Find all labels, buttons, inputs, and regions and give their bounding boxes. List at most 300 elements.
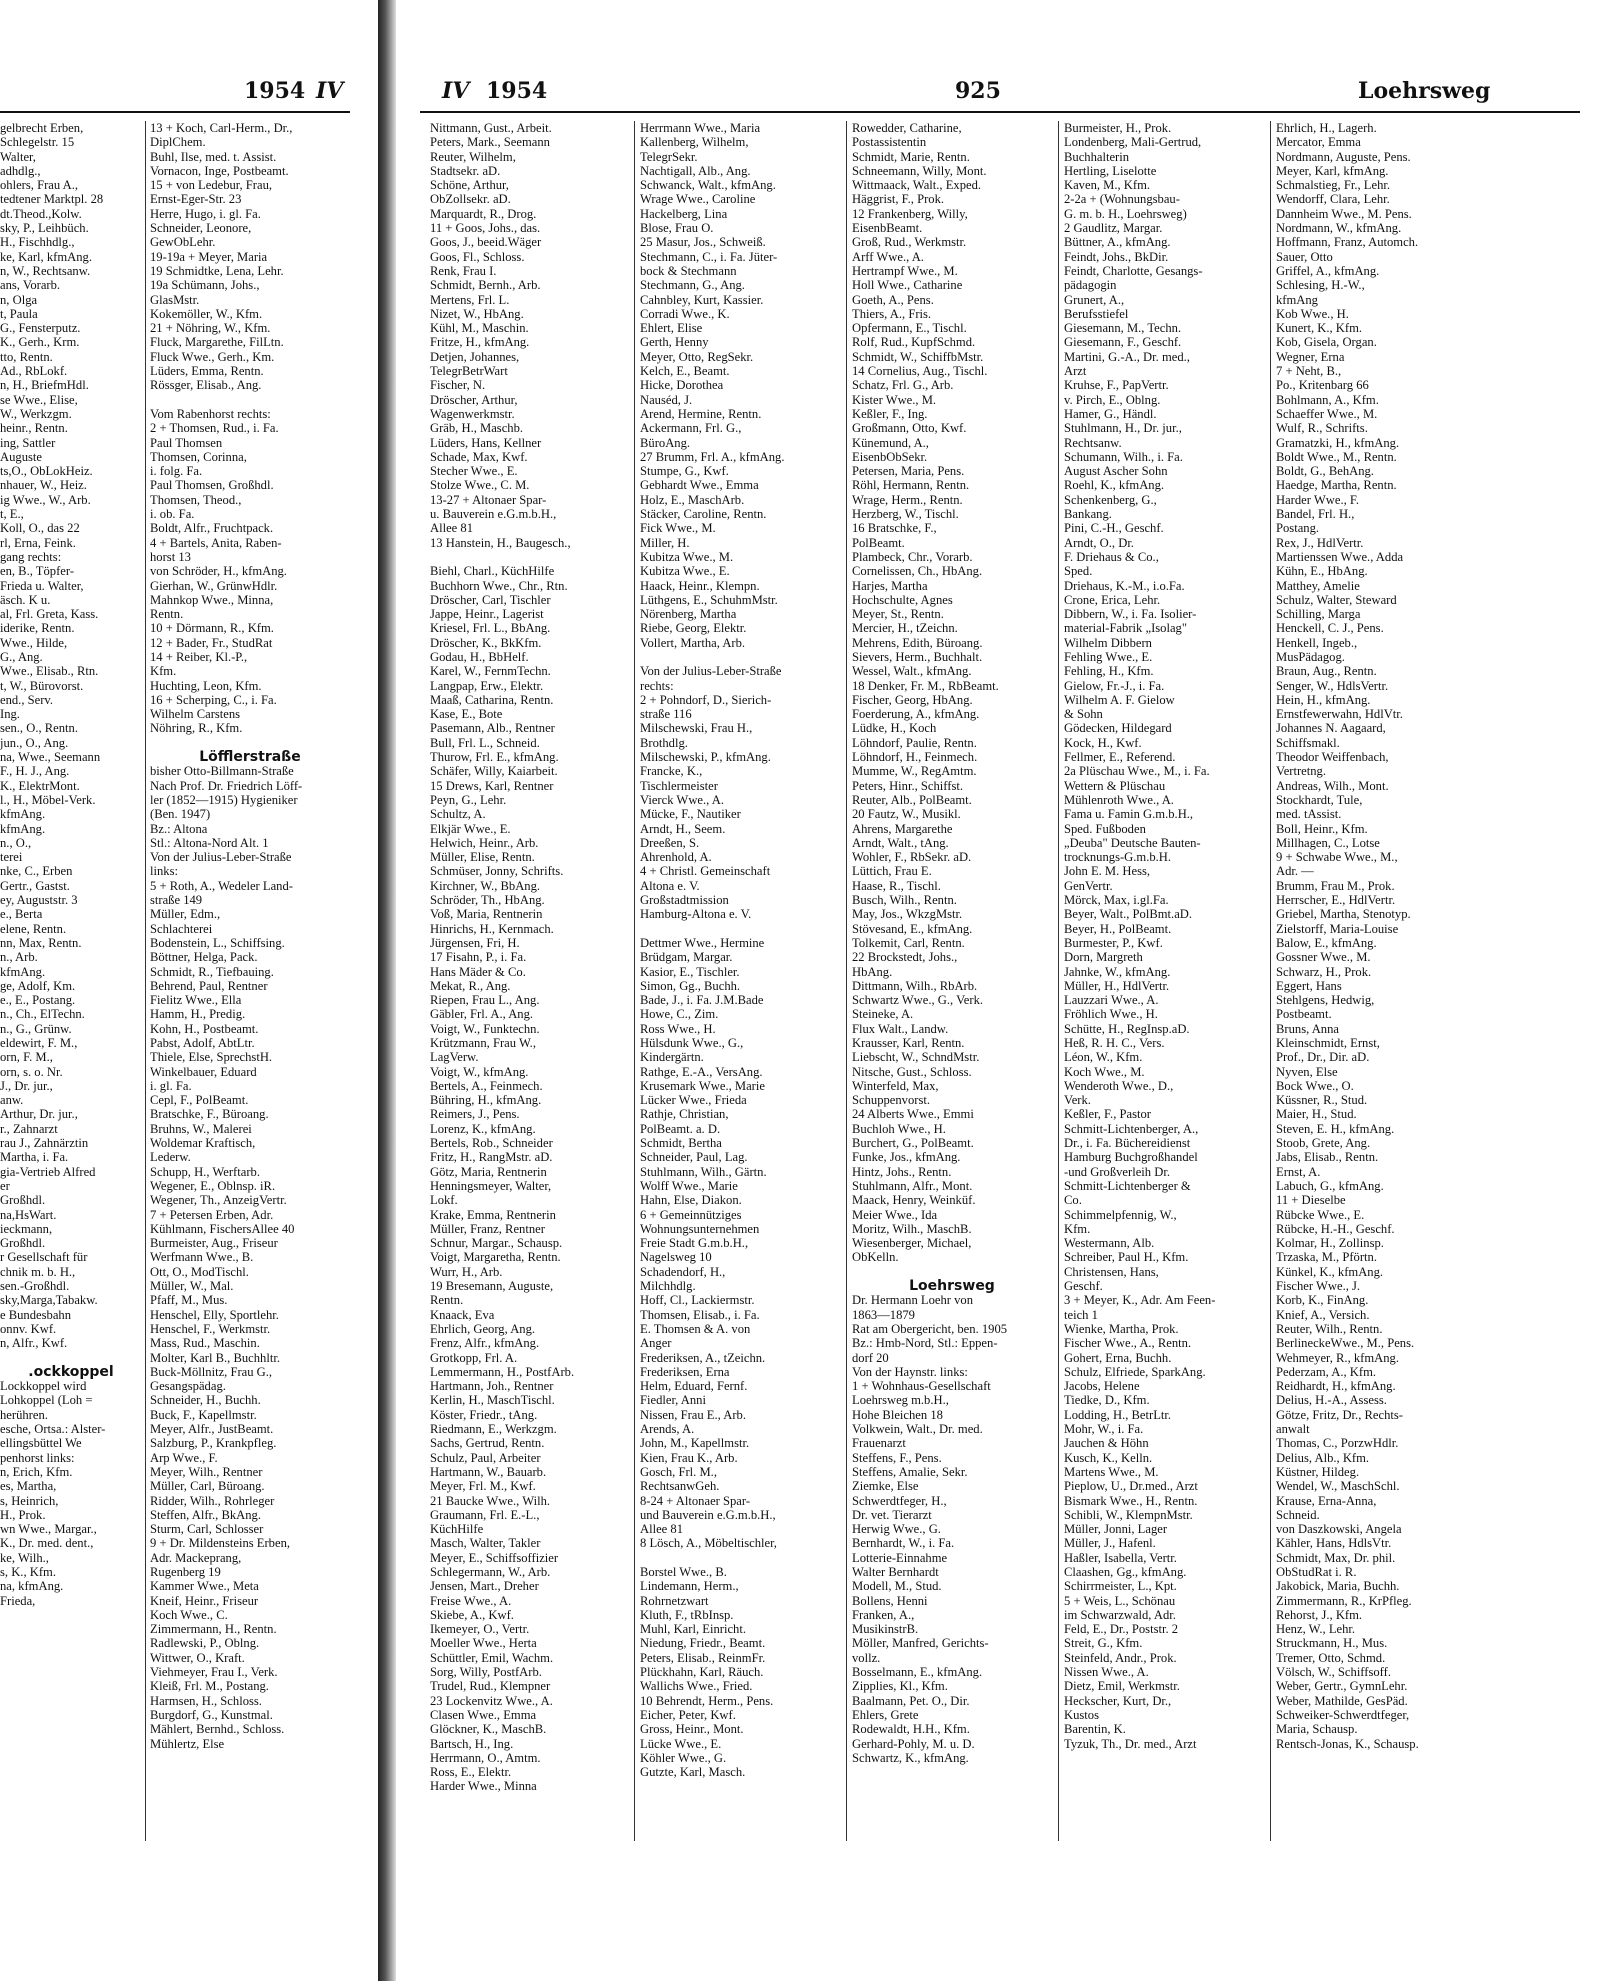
directory-entry: G. m. b. H., Loehrsweg) — [1064, 206, 1187, 221]
directory-entry: Pederzam, A., Kfm. — [1276, 1364, 1377, 1379]
column-divider — [1058, 121, 1059, 1841]
directory-entry: kfmAng. — [0, 807, 46, 822]
directory-entry: Zipplies, Kl., Kfm. — [852, 1679, 948, 1694]
directory-entry: Schmidt, Max, Dr. phil. — [1276, 1550, 1396, 1565]
directory-entry: Kelch, E., Beamt. — [640, 364, 730, 379]
directory-entry: Geschf. — [1064, 1279, 1103, 1294]
directory-entry: Goos, J., beeid.Wäger — [430, 235, 542, 250]
directory-entry: Jacobs, Helene — [1064, 1379, 1140, 1394]
directory-entry: Goeth, A., Pens. — [852, 292, 934, 307]
directory-entry: adhdlg., — [0, 163, 41, 178]
directory-entry: Borstel Wwe., B. — [640, 1564, 727, 1579]
directory-entry: Harder Wwe., F. — [1276, 492, 1360, 507]
directory-entry: 23 Lockenvitz Wwe., A. — [430, 1693, 553, 1708]
directory-entry: Kustos — [1064, 1707, 1099, 1722]
directory-entry: Pfaff, M., Mus. — [150, 1293, 228, 1308]
directory-entry: Steffens, F., Pens. — [852, 1450, 942, 1465]
directory-entry: Pieplow, U., Dr.med., Arzt — [1064, 1479, 1198, 1494]
directory-entry: Keßler, F., Ing. — [852, 406, 928, 421]
directory-entry: pädagogin — [1064, 278, 1117, 293]
directory-entry: 4 + Christl. Gemeinschaft — [640, 864, 771, 879]
directory-entry: Ahrens, Margarethe — [852, 821, 953, 836]
directory-entry: Schneemann, Willy, Mont. — [852, 163, 987, 178]
directory-entry: K., Dr. med. dent., — [0, 1536, 94, 1551]
directory-entry: 13-27 + Altonaer Spar- — [430, 492, 547, 507]
directory-entry: Rathje, Christian, — [640, 1107, 729, 1122]
directory-entry: Küssner, R., Stud. — [1276, 1093, 1368, 1108]
directory-entry: Matthey, Amelie — [1276, 578, 1360, 593]
directory-entry: John, M., Kapellmstr. — [640, 1436, 750, 1451]
directory-entry: Postassistentin — [852, 135, 927, 150]
directory-entry: Ackermann, Frl. G., — [640, 421, 742, 436]
directory-entry: Graumann, Frl. E.-L., — [430, 1507, 540, 1522]
directory-entry: Gossner Wwe., M. — [1276, 950, 1371, 965]
directory-entry: Bz.: Altona — [150, 821, 208, 836]
directory-entry: Wittwer, O., Kraft. — [150, 1650, 245, 1665]
directory-entry: Bruhns, W., Malerei — [150, 1121, 252, 1136]
directory-entry: Haack, Heinr., Klempn. — [640, 578, 760, 593]
directory-entry: Walter, — [0, 149, 36, 164]
directory-entry: Müller, Elise, Rentn. — [430, 850, 535, 865]
directory-entry: Ridder, Wilh., Rohrleger — [150, 1493, 275, 1508]
directory-entry: EisenbBeamt. — [852, 221, 923, 236]
directory-entry: Henkell, Ingeb., — [1276, 635, 1358, 650]
directory-entry: Frauenarzt — [852, 1436, 906, 1451]
directory-entry: u. Bauverein e.G.m.b.H., — [430, 507, 557, 522]
directory-entry: Ernst, A. — [1276, 1164, 1321, 1179]
directory-entry: Kock, H., Kwf. — [1064, 735, 1142, 750]
directory-entry: Frederiksen, Erna — [640, 1364, 730, 1379]
directory-entry: 20 Fautz, W., Musikl. — [852, 807, 961, 822]
directory-entry: Werfmann Wwe., B. — [150, 1250, 254, 1265]
directory-entry: Sauer, Otto — [1276, 249, 1333, 264]
directory-entry: Thurow, Frl. E., kfmAng. — [430, 750, 559, 765]
directory-entry: i. gl. Fa. — [150, 1078, 192, 1093]
directory-entry: Burchert, G., PolBeamt. — [852, 1136, 974, 1151]
directory-entry: Mörck, Max, i.gl.Fa. — [1064, 893, 1169, 908]
directory-entry: 14 Cornelius, Aug., Tischl. — [852, 364, 988, 379]
directory-entry: Voigt, W., kfmAng. — [430, 1064, 529, 1079]
directory-entry: Frenz, Alfr., kfmAng. — [430, 1336, 540, 1351]
directory-entry: orn, F. M., — [0, 1050, 53, 1065]
directory-entry: nn, Max, Rentn. — [0, 935, 82, 950]
directory-entry: Franken, A., — [852, 1607, 915, 1622]
directory-entry: Wulf, R., Schrifts. — [1276, 421, 1368, 436]
directory-entry: Müller, H., HdlVertr. — [1064, 978, 1170, 993]
directory-entry: anwalt — [1276, 1422, 1310, 1437]
directory-entry: Nyven, Else — [1276, 1064, 1338, 1079]
directory-entry: Giesemann, F., Geschf. — [1064, 335, 1182, 350]
directory-entry: Lorenz, K., kfmAng. — [430, 1121, 536, 1136]
directory-entry: ing, Sattler — [0, 435, 56, 450]
directory-entry: KüchHilfe — [430, 1522, 484, 1537]
directory-entry: Co. — [1064, 1193, 1082, 1208]
directory-entry: John E. M. Hess, — [1064, 864, 1151, 879]
directory-entry: Nöhring, R., Kfm. — [150, 721, 243, 736]
directory-entry — [0, 1351, 142, 1365]
directory-entry: Wessel, Walt., kfmAng. — [852, 664, 972, 679]
directory-entry: Kleiß, Frl. M., Postang. — [150, 1679, 269, 1694]
directory-entry: Kob, Gisela, Organ. — [1276, 335, 1377, 350]
directory-entry: Paul Thomsen, Großhdl. — [150, 478, 274, 493]
directory-entry: bisher Otto-Billmann-Straße — [150, 764, 294, 779]
directory-entry: Clasen Wwe., Emma — [430, 1707, 537, 1722]
directory-entry: Godau, H., BbHelf. — [430, 649, 529, 664]
directory-entry: Meyer, E., Schiffsoffizier — [430, 1550, 559, 1565]
directory-entry: tedtener Marktpl. 28 — [0, 192, 104, 207]
directory-entry: Müller, W., Mal. — [150, 1279, 234, 1294]
directory-entry: H., Prok. — [0, 1507, 46, 1522]
directory-entry: Böttner, Helga, Pack. — [150, 950, 258, 965]
directory-entry: 16 + Scherping, C., i. Fa. — [150, 692, 277, 707]
directory-entry: Huchting, Leon, Kfm. — [150, 678, 262, 693]
directory-entry: ke, Karl, kfmAng. — [0, 249, 92, 264]
directory-entry: Mehrens, Edith, Büroang. — [852, 635, 983, 650]
directory-entry: Reuter, Wilhelm, — [430, 149, 516, 164]
directory-entry: MusPädagog. — [1276, 649, 1345, 664]
directory-entry: Dröscher, Carl, Tischler — [430, 592, 551, 607]
directory-entry: en, B., Töpfer- — [0, 564, 75, 579]
directory-entry: Lüthgens, E., SchuhmMstr. — [640, 592, 778, 607]
directory-entry: iderike, Rentn. — [0, 621, 75, 636]
directory-entry: Marquardt, R., Drog. — [430, 206, 537, 221]
directory-entry: Arp Wwe., F. — [150, 1450, 218, 1465]
directory-entry: Nach Prof. Dr. Friedrich Löff- — [150, 778, 303, 793]
directory-entry: 12 Frankenberg, Willy, — [852, 206, 968, 221]
directory-entry: Tyzuk, Th., Dr. med., Arzt — [1064, 1736, 1197, 1751]
directory-entry: Großstadtmission — [640, 893, 729, 908]
directory-entry: Maria, Schausp. — [1276, 1722, 1358, 1737]
directory-entry: Rugenberg 19 — [150, 1564, 221, 1579]
directory-entry: Rentn. — [150, 607, 184, 622]
directory-entry — [852, 1265, 1052, 1279]
directory-entry: Thomsen, Corinna, — [150, 449, 247, 464]
directory-entry: Kusch, K., Kelln. — [1064, 1450, 1153, 1465]
directory-entry: Burmeister, Aug., Friseur — [150, 1236, 278, 1251]
directory-entry: wn Wwe., Margar., — [0, 1522, 97, 1537]
directory-entry: Peyn, G., Lehr. — [430, 792, 507, 807]
street-heading: .ockkoppel — [28, 1363, 114, 1380]
directory-entry: Meier Wwe., Ida — [852, 1207, 938, 1222]
directory-entry: Wwe., Elisab., Rtn. — [0, 664, 99, 679]
directory-entry: gia-Vertrieb Alfred — [0, 1164, 96, 1179]
directory-entry: Schimmelpfennig, W., — [1064, 1207, 1177, 1222]
directory-entry: Tiedke, D., Kfm. — [1064, 1393, 1150, 1408]
directory-entry: s, Heinrich, — [0, 1493, 59, 1508]
directory-entry: vollz. — [852, 1650, 881, 1665]
column-divider — [145, 121, 146, 1841]
directory-entry: Hans Mäder & Co. — [430, 964, 526, 979]
right-page-year: 1954 — [486, 78, 548, 104]
directory-entry: Modell, M., Stud. — [852, 1579, 942, 1594]
directory-entry: Schmüser, Jonny, Schrifts. — [430, 864, 564, 879]
directory-entry: r., Zahnarzt — [0, 1121, 58, 1136]
directory-entry: Schirrmeister, L., Kpt. — [1064, 1579, 1177, 1594]
directory-entry: Kleinschmidt, Ernst, — [1276, 1036, 1380, 1050]
directory-entry: 25 Masur, Jos., Schweiß. — [640, 235, 766, 250]
directory-entry: Müller, Franz, Rentner — [430, 1221, 545, 1236]
directory-entry: med. tAssist. — [1276, 807, 1342, 822]
directory-entry: material-Fabrik „Isolag" — [1064, 621, 1187, 636]
directory-entry: Schulz, Paul, Arbeiter — [430, 1450, 541, 1465]
directory-entry: J., Dr. jur., — [0, 1078, 53, 1093]
directory-entry: Driehaus, K.-M., i.o.Fa. — [1064, 578, 1185, 593]
directory-entry: Bismark Wwe., H., Rentn. — [1064, 1493, 1198, 1508]
directory-entry: Reimers, J., Pens. — [430, 1107, 520, 1122]
directory-entry: Behrend, Paul, Rentner — [150, 978, 268, 993]
directory-entry: im Schwarzwald, Adr. — [1064, 1607, 1176, 1622]
directory-entry: Voigt, W., Funktechn. — [430, 1021, 540, 1036]
directory-entry: Andreas, Wilh., Mont. — [1276, 778, 1389, 793]
directory-entry: Pini, C.-H., Geschf. — [1064, 521, 1164, 536]
directory-entry: Kob Wwe., H. — [1276, 306, 1349, 321]
directory-entry: Bertels, A., Feinmech. — [430, 1078, 543, 1093]
directory-entry: Balow, E., kfmAng. — [1276, 935, 1377, 950]
directory-entry: Schwarz, H., Prok. — [1276, 964, 1372, 979]
directory-entry: Jabs, Elisab., Rentn. — [1276, 1150, 1379, 1165]
directory-entry: Stl.: Altona-Nord Alt. 1 — [150, 835, 269, 850]
directory-entry: Karel, W., FernmTechn. — [430, 664, 551, 679]
directory-entry: TelegrSekr. — [640, 149, 698, 164]
directory-entry: Meyer, Frl. M., Kwf. — [430, 1479, 536, 1494]
directory-entry: Arthur, Dr. jur., — [0, 1107, 78, 1122]
directory-entry: Völsch, W., Schiffsoff. — [1276, 1665, 1391, 1680]
directory-entry: chnik m. b. H., — [0, 1264, 76, 1279]
directory-entry: i. folg. Fa. — [150, 464, 203, 479]
directory-entry: 8 Lösch, A., Möbeltischler, — [640, 1536, 777, 1551]
directory-entry: Streit, G., Kfm. — [1064, 1636, 1143, 1651]
directory-entry: 15 Drews, Karl, Rentner — [430, 778, 554, 793]
directory-entry: Herwig Wwe., G. — [852, 1522, 941, 1537]
directory-entry: Burmester, P., Kwf. — [1064, 935, 1163, 950]
directory-entry: Künkel, K., kfmAng. — [1276, 1264, 1384, 1279]
directory-entry: Altona e. V. — [640, 878, 700, 893]
directory-entry: Thiers, A., Fris. — [852, 306, 932, 321]
directory-entry: esche, Ortsa.: Alster- — [0, 1422, 106, 1437]
directory-entry: sen., O., Rentn. — [0, 721, 79, 736]
directory-entry: Vierck Wwe., A. — [640, 792, 724, 807]
directory-entry: 1863—1879 — [852, 1307, 915, 1322]
directory-entry: Trzaska, M., Pförtn. — [1276, 1250, 1377, 1265]
directory-entry: Gertr., Gastst. — [0, 878, 70, 893]
directory-entry: Masch, Walter, Takler — [430, 1536, 541, 1551]
directory-entry: Bohlmann, A., Kfm. — [1276, 392, 1379, 407]
header-rule — [0, 111, 350, 113]
directory-entry: Frederiksen, A., tZeichn. — [640, 1350, 766, 1365]
directory-entry: H., Fischhdlg., — [0, 235, 75, 250]
directory-entry: Möller, Manfred, Gerichts- — [852, 1636, 989, 1651]
book-gutter — [378, 0, 396, 1981]
directory-entry: Tolkemit, Carl, Rentn. — [852, 935, 965, 950]
directory-entry: Moeller Wwe., Herta — [430, 1636, 537, 1651]
directory-entry: von Daszkowski, Angela — [1276, 1522, 1402, 1537]
directory-entry: Gramatzki, H., kfmAng. — [1276, 435, 1400, 450]
directory-entry: Winkelbauer, Eduard — [150, 1064, 257, 1079]
directory-entry: Koch Wwe., C. — [150, 1607, 228, 1622]
directory-entry: Hoff, Cl., Lackiermstr. — [640, 1293, 755, 1308]
directory-entry: e Bundesbahn — [0, 1307, 71, 1322]
directory-entry: Auguste — [0, 449, 42, 464]
directory-entry: 11 + Goos, Johs., das. — [430, 221, 541, 236]
directory-entry: Kubitza Wwe., M. — [640, 549, 734, 564]
directory-entry: Schuppenvorst. — [852, 1093, 931, 1108]
left-column-1 — [0, 121, 142, 1608]
directory-entry: 19a Schümann, Johs., — [150, 278, 260, 293]
directory-entry: 12 + Bader, Fr., StudRat — [150, 635, 273, 650]
directory-entry: Herrmann Wwe., Maria — [640, 121, 761, 135]
directory-entry: Maaß, Catharina, Rentn. — [430, 692, 554, 707]
directory-entry: gelbrecht Erben, — [0, 121, 84, 135]
directory-entry: Foerderung, A., kfmAng. — [852, 707, 980, 722]
directory-entry: Schmitt-Lichtenberger & — [1064, 1178, 1191, 1193]
directory-entry: Wettern & Plüschau — [1064, 778, 1166, 793]
directory-entry: Fluck, Margarethe, FilLtn. — [150, 335, 284, 350]
directory-entry: Schiffsmakl. — [1276, 735, 1340, 750]
directory-entry: Schenkenberg, G., — [1064, 492, 1157, 507]
directory-entry: r Gesellschaft für — [0, 1250, 88, 1265]
directory-entry: nke, C., Erben — [0, 864, 73, 879]
directory-entry: Maier, H., Stud. — [1276, 1107, 1357, 1122]
directory-entry: Kfm. — [1064, 1221, 1091, 1236]
directory-entry: Groß, Rud., Werkmstr. — [852, 235, 967, 250]
directory-entry: Gosch, Frl. M., — [640, 1464, 717, 1479]
directory-entry: Rentsch-Jonas, K., Schausp. — [1276, 1736, 1419, 1751]
directory-entry: Müller, Carl, Büroang. — [150, 1479, 265, 1494]
directory-entry: Johannes N. Aagaard, — [1276, 721, 1386, 736]
directory-entry: LagVerw. — [430, 1050, 479, 1065]
directory-entry: Mühlertz, Else — [150, 1736, 225, 1751]
right-page — [400, 0, 1600, 1981]
directory-entry: Herre, Hugo, i. gl. Fa. — [150, 206, 261, 221]
directory-entry: Knaack, Eva — [430, 1307, 495, 1322]
directory-entry: Allee 81 — [430, 521, 474, 536]
directory-entry: Ing. — [0, 707, 20, 722]
directory-entry: Schwerdtfeger, H., — [852, 1493, 947, 1508]
directory-entry: Woldemar Kraftisch, — [150, 1136, 256, 1151]
directory-entry: Bock Wwe., O. — [1276, 1078, 1354, 1093]
directory-entry: Schreiber, Paul H., Kfm. — [1064, 1250, 1189, 1265]
directory-entry: Fritze, H., kfmAng. — [430, 335, 530, 350]
directory-entry: Riebe, Georg, Elektr. — [640, 621, 747, 636]
directory-entry: Arndt, O., Dr. — [1064, 535, 1134, 550]
directory-entry: Frieda u. Walter, — [0, 578, 84, 593]
directory-entry: Weber, Gertr., GymnLehr. — [1276, 1679, 1408, 1694]
directory-entry: Kindergärtn. — [640, 1050, 704, 1065]
directory-entry: Dr., i. Fa. Büchereidienst — [1064, 1136, 1191, 1151]
directory-entry: Hartmann, W., Bauarb. — [430, 1464, 547, 1479]
directory-entry: Lücker Wwe., Frieda — [640, 1093, 747, 1108]
directory-entry: Nissen, Frau E., Arb. — [640, 1407, 746, 1422]
directory-entry: Burgdorf, G., Kunstmal. — [150, 1707, 273, 1722]
directory-entry: Buck-Möllnitz, Frau G., — [150, 1364, 273, 1379]
right-column-2 — [640, 121, 840, 1779]
directory-entry: Wilhelm A. F. Gielow — [1064, 692, 1175, 707]
directory-entry: Milschewski, P., kfmAng. — [640, 750, 771, 765]
directory-entry: Helwich, Heinr., Arb. — [430, 835, 539, 850]
directory-entry: Bade, J., i. Fa. J.M.Bade — [640, 993, 764, 1008]
directory-entry: Schmidt, Marie, Rentn. — [852, 149, 970, 164]
directory-entry: Kriesel, Frl. L., BbAng. — [430, 621, 551, 636]
directory-entry: Ahrenhold, A. — [640, 850, 712, 865]
directory-entry: Milschewski, Frau H., — [640, 721, 753, 736]
directory-entry: Steven, E. H., kfmAng. — [1276, 1121, 1395, 1136]
directory-entry: Sped. — [1064, 564, 1093, 579]
directory-entry: Heß, R. H. C., Vers. — [1064, 1036, 1165, 1050]
directory-entry: K., ElektrMont. — [0, 778, 80, 793]
directory-entry: ellingsbüttel We — [0, 1436, 82, 1451]
directory-entry: Dreeßen, S. — [640, 835, 700, 850]
directory-entry: ObStudRat i. R. — [1276, 1564, 1357, 1579]
directory-entry: 13 Hanstein, H., Baugesch., — [430, 535, 571, 550]
directory-entry: 1 + Wohnhaus-Gesellschaft — [852, 1379, 991, 1394]
directory-entry: 7 + Petersen Erben, Adr. — [150, 1207, 274, 1222]
directory-entry: 4 + Bartels, Anita, Raben- — [150, 535, 282, 550]
directory-entry: Schneider, H., Buchh. — [150, 1393, 261, 1408]
directory-entry: Lodding, H., BetrLtr. — [1064, 1407, 1172, 1422]
directory-entry: Hackelberg, Lina — [640, 206, 728, 221]
directory-entry: Fischer Wwe., J. — [1276, 1279, 1361, 1294]
directory-entry: RechtsanwGeh. — [640, 1479, 720, 1494]
directory-entry: n., O., — [0, 835, 32, 850]
directory-entry: Flux Walt., Landw. — [852, 1021, 949, 1036]
column-divider — [846, 121, 847, 1841]
left-page-year: 1954 — [244, 78, 306, 104]
directory-entry: sky,Marga,Tabakw. — [0, 1293, 98, 1308]
directory-entry: Schnur, Margar., Schausp. — [430, 1236, 563, 1251]
directory-entry: Schade, Max, Kwf. — [430, 449, 528, 464]
directory-entry: Anger — [640, 1336, 672, 1351]
directory-entry: Großmann, Otto, Kwf. — [852, 421, 967, 436]
left-page — [0, 0, 380, 1981]
directory-entry: Rolf, Rud., KupfSchmd. — [852, 335, 976, 350]
directory-entry: Stecher Wwe., E. — [430, 464, 518, 479]
directory-entry: Wrage Wwe., Caroline — [640, 192, 756, 207]
directory-entry: Vertretng. — [1276, 764, 1327, 779]
directory-entry: 15 + von Ledebur, Frau, — [150, 178, 273, 193]
directory-entry: Schumann, Wilh., i. Fa. — [1064, 449, 1183, 464]
directory-entry: kfmAng — [1276, 292, 1318, 307]
directory-entry: 2a Plüschau Wwe., M., i. Fa. — [1064, 764, 1210, 779]
directory-entry: Schmidt, Bertha — [640, 1136, 722, 1151]
directory-entry: Blose, Frau O. — [640, 221, 714, 236]
directory-entry: Dr. vet. Tierarzt — [852, 1507, 932, 1522]
directory-entry: GewObLehr. — [150, 235, 216, 250]
directory-entry: er — [0, 1178, 10, 1193]
directory-entry: Lüttich, Frau E. — [852, 864, 932, 879]
directory-entry: Peters, Elisab., ReinmFr. — [640, 1650, 766, 1665]
directory-entry: sky, P., Leihbüch. — [0, 221, 89, 236]
directory-entry: Lockkoppel wird — [0, 1379, 87, 1394]
directory-entry: Wallichs Wwe., Fried. — [640, 1679, 753, 1694]
directory-entry: Wilhelm Carstens — [150, 707, 241, 722]
directory-entry: Nordmann, W., kfmAng. — [1276, 221, 1402, 236]
directory-entry: Peters, Mark., Seemann — [430, 135, 550, 150]
directory-entry: Pabst, Adolf, AbtLtr. — [150, 1036, 255, 1050]
directory-entry: Hamer, G., Händl. — [1064, 406, 1157, 421]
directory-entry: Herrmann, O., Amtm. — [430, 1750, 541, 1765]
directory-entry: Kühn, E., HbAng. — [1276, 564, 1368, 579]
directory-entry: Langpap, Erw., Elektr. — [430, 678, 544, 693]
directory-entry: Wiesenberger, Michael, — [852, 1236, 972, 1251]
directory-entry: Fröhlich Wwe., H. — [1064, 1007, 1158, 1022]
directory-entry: straße 116 — [640, 707, 692, 722]
directory-entry: Buchloh Wwe., H. — [852, 1121, 946, 1136]
directory-entry: Herrscher, E., HdlVertr. — [1276, 893, 1396, 908]
directory-entry: Nauséd, J. — [640, 392, 693, 407]
directory-entry: Loehrsweg m.b.H., — [852, 1393, 949, 1408]
directory-entry: Mercator, Emma — [1276, 135, 1361, 150]
directory-entry: Prof., Dr., Dir. aD. — [1276, 1050, 1370, 1065]
